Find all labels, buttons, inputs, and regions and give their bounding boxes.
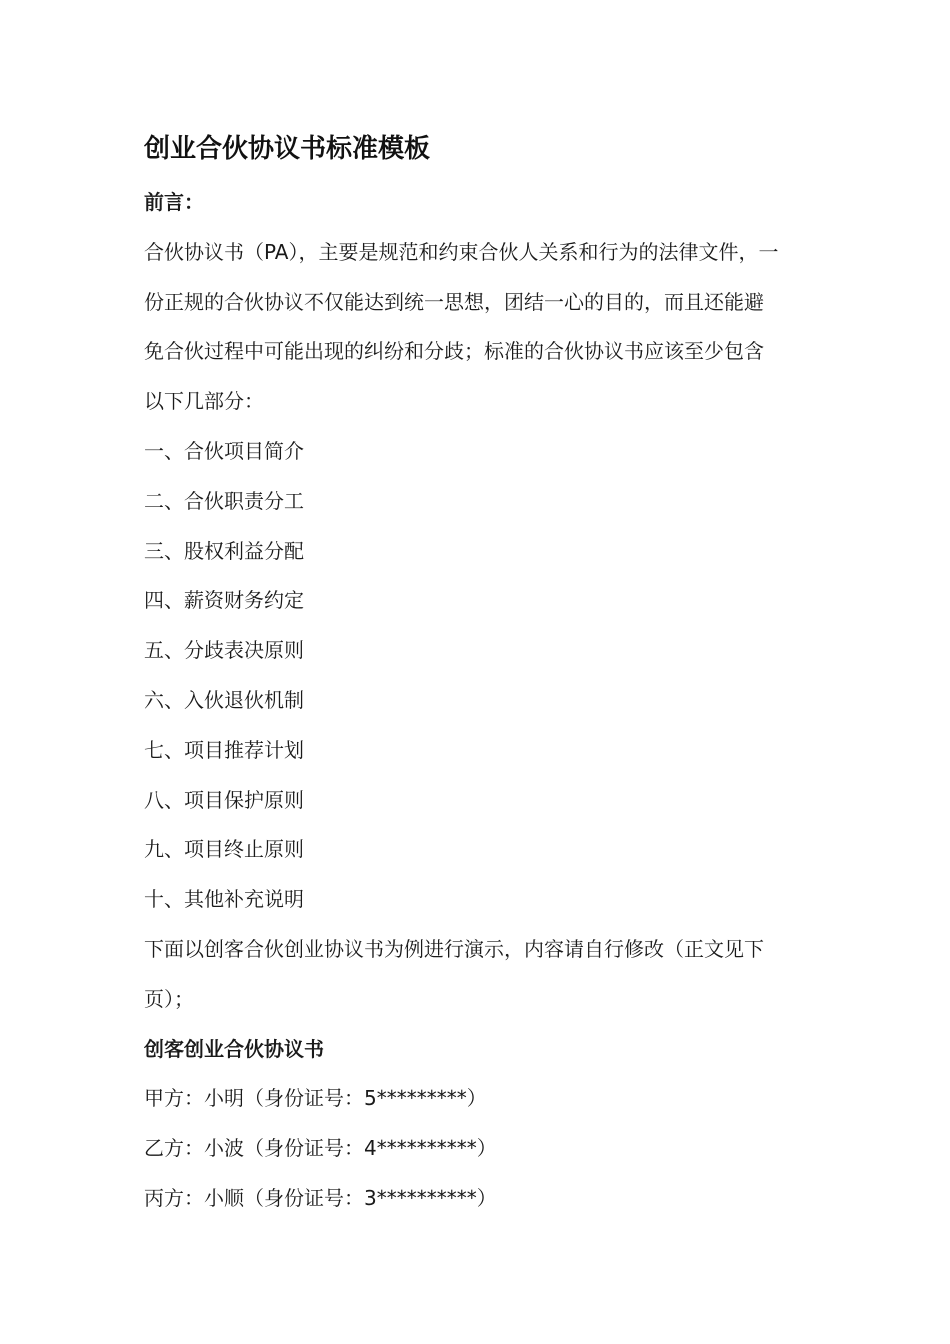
party-item: 乙方：小波（身份证号：4**********） (144, 1136, 497, 1161)
section-item: 二、合伙职责分工 (144, 488, 304, 513)
party-item: 甲方：小明（身份证号：5*********） (144, 1086, 487, 1111)
section-item: 一、合伙项目简介 (144, 438, 304, 463)
preface-line: 份正规的合伙协议不仅能达到统一思想，团结一心的目的，而且还能避 (144, 289, 764, 314)
section-item: 四、薪资财务约定 (144, 588, 304, 613)
demo-note-paragraph (144, 925, 812, 1025)
preface-line: 免合伙过程中可能出现的纠纷和分歧；标准的合伙协议书应该至少包含 (144, 339, 764, 364)
section-item: 八、项目保护原则 (144, 787, 304, 812)
demo-note-line: 下面以创客合伙创业协议书为例进行演示，内容请自行修改（正文见下 (144, 936, 764, 961)
preface-heading: 前言： (144, 190, 204, 214)
preface-line: 以下几部分： (144, 389, 264, 414)
party-item: 丙方：小顺（身份证号：3**********） (144, 1185, 497, 1210)
agreement-title: 创客创业合伙协议书 (144, 1036, 324, 1061)
preface-paragraph (144, 228, 812, 427)
document-title: 创业合伙协议书标准模板 (144, 134, 431, 164)
section-list (144, 427, 812, 925)
party-list (144, 1074, 812, 1223)
section-item: 七、项目推荐计划 (144, 737, 304, 762)
section-item: 三、股权利益分配 (144, 538, 304, 563)
preface-line: 合伙协议书（PA），主要是规范和约束合伙人关系和行为的法律文件，一 (144, 239, 779, 264)
section-item: 六、入伙退伙机制 (144, 687, 304, 712)
demo-note-line: 页）； (144, 986, 194, 1011)
section-item: 十、其他补充说明 (144, 887, 304, 912)
section-item: 五、分歧表决原则 (144, 638, 304, 663)
section-item: 九、项目终止原则 (144, 837, 304, 862)
document-page (144, 128, 812, 1224)
